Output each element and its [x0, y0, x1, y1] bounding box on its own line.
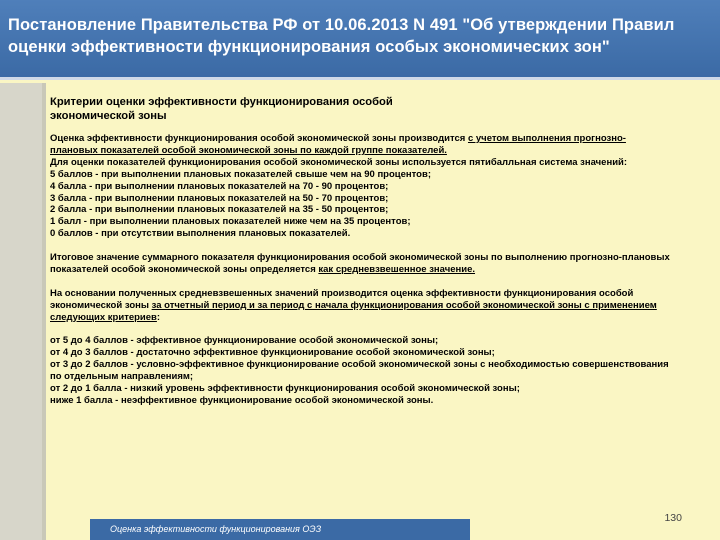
footer-bar	[90, 519, 470, 540]
slide-header	[0, 0, 720, 80]
left-decorative-stripe	[0, 83, 42, 540]
paragraph-criteria-intro	[50, 288, 672, 324]
paragraph-criteria-text: На основании полученных средневзвешенных значений производится оценка эффективности функционирования особой экономической зоны	[50, 287, 634, 311]
scale-item: 1 балл - при выполнении плановых показателей ниже чем на 35 процентов;	[50, 216, 411, 228]
paragraph-criteria-colon: :	[156, 311, 161, 323]
slide-title: Постановление Правительства РФ от 10.06.2013 N 491 "Об утверждении Правил оценки эффективности функционирования особых экономических зон"	[8, 16, 675, 56]
paragraph-assessment-underlined: с учетом выполнения прогнозно-плановых показателей особой экономической зоны по каждой группе показателей.	[50, 133, 626, 156]
scale-item: 4 балла - при выполнении плановых показателей на 70 - 90 процентов;	[50, 180, 389, 192]
paragraph-total-text: Итоговое значение суммарного показателя функционирования особой экономической зоны по выполнению прогнозно-плановых показателей особой экономической зоны определяется	[50, 252, 670, 275]
scale-item: 0 баллов - при отсутствии выполнения плановых показателей.	[50, 228, 351, 240]
paragraph-assessment	[50, 133, 672, 157]
paragraph-criteria-underlined: за отчетный период и за период с начала функционирования особой экономической зоны с применением следующих критериев	[50, 299, 657, 323]
scale-item: 5 баллов - при выполнении плановых показателей свыше чем на 90 процентов;	[50, 168, 431, 180]
footer-text: Оценка эффективности функционирования ОЭЗ	[110, 524, 322, 534]
section-title: Критерии оценки эффективности функционирования особой экономической зоны	[50, 96, 393, 122]
scale-list	[50, 169, 672, 240]
paragraph-total-underlined: как средневзвешенное значение.	[318, 263, 476, 275]
criteria-item: от 5 до 4 баллов - эффективное функционирование особой экономической зоны;	[50, 335, 439, 347]
left-stripe-shadow	[42, 83, 46, 540]
paragraph-scale-intro: Для оценки показателей функционирования особой экономической зоны используется пятибалльная система значений:	[50, 156, 628, 168]
criteria-item: от 2 до 1 балла - низкий уровень эффективности функционирования особой экономической зоны;	[50, 382, 520, 394]
slide-body	[50, 95, 672, 407]
criteria-item: от 3 до 2 баллов - условно-эффективное функционирование особой экономической зоны с необходимостью совершенствования по отдельным направлениям;	[50, 359, 669, 383]
paragraph-total-value	[50, 252, 672, 276]
page-number: 130	[664, 512, 682, 524]
paragraph-assessment-text: Оценка эффективности функционирования особой экономической зоны производится	[50, 133, 468, 144]
criteria-item: ниже 1 балла - неэффективное функционирование особой экономической зоны.	[50, 394, 434, 406]
scale-item: 2 балла - при выполнении плановых показателей на 35 - 50 процентов;	[50, 204, 389, 216]
criteria-item: от 4 до 3 баллов - достаточно эффективное функционирование особой экономической зоны;	[50, 347, 495, 359]
criteria-list	[50, 335, 672, 406]
scale-item: 3 балла - при выполнении плановых показателей на 50 - 70 процентов;	[50, 192, 389, 204]
